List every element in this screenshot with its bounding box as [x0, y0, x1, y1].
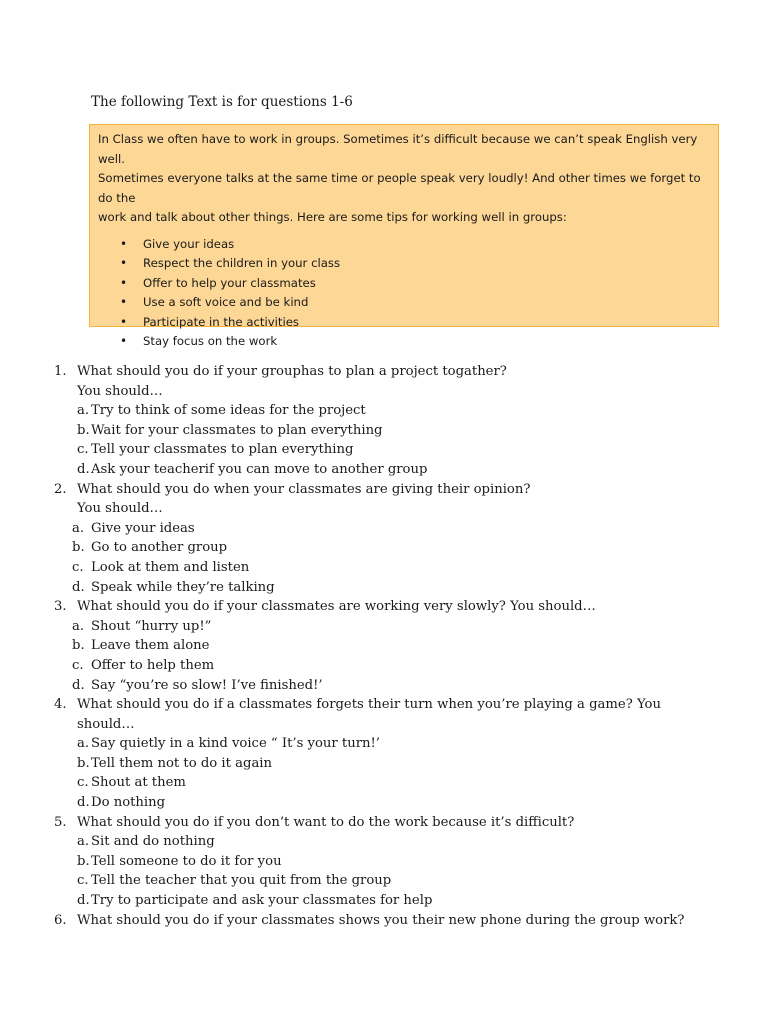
option-letter: d.	[77, 893, 90, 909]
question-6	[0, 911, 768, 931]
question-text	[77, 911, 768, 931]
tip-text: Give your ideas	[143, 236, 235, 251]
answer-option	[0, 734, 768, 754]
question-number: 1.	[54, 364, 67, 379]
question-3	[0, 597, 768, 695]
question-text	[77, 480, 768, 519]
question-line: should…	[77, 716, 135, 732]
answer-option	[0, 558, 768, 578]
question-number: 6.	[54, 912, 67, 928]
tip-item	[98, 332, 710, 352]
answer-option	[0, 578, 768, 598]
answer-option	[0, 793, 768, 813]
question-text	[77, 813, 768, 833]
question-4	[0, 695, 768, 813]
bullet-icon: •	[120, 236, 128, 251]
answer-option	[0, 656, 768, 676]
answer-option	[0, 773, 768, 793]
tip-item	[98, 235, 710, 255]
answer-option	[0, 754, 768, 774]
option-text: Ask your teacherif you can move to another group	[91, 461, 428, 477]
option-text: Tell someone to do it for you	[91, 853, 282, 869]
question-5	[0, 813, 768, 911]
answer-option	[0, 538, 768, 558]
option-letter: b.	[77, 755, 90, 771]
tip-text: Stay focus on the work	[143, 334, 278, 348]
tip-item	[98, 274, 710, 294]
bullet-icon: •	[120, 295, 128, 309]
bullet-icon: •	[120, 334, 128, 348]
reading-text-box	[89, 124, 719, 348]
option-text: Leave them alone	[91, 638, 210, 654]
option-letter: a.	[77, 834, 90, 850]
tip-item	[98, 293, 710, 313]
answer-option	[0, 460, 768, 480]
option-letter: b.	[72, 540, 85, 556]
tips-list	[98, 235, 710, 352]
reading-paragraph	[98, 130, 710, 228]
option-letter: b.	[77, 422, 90, 438]
question-list	[0, 362, 768, 930]
option-text: Do nothing	[91, 795, 166, 811]
option-letter: c.	[77, 775, 89, 791]
option-text: Tell them not to do it again	[91, 755, 273, 771]
option-letter: d.	[77, 461, 90, 477]
option-letter: c.	[72, 657, 84, 673]
question-line: What should you do if a classmates forgets their turn when you’re playing a game? You	[77, 697, 661, 713]
option-letter: a.	[72, 520, 85, 536]
option-text: Say “you’re so slow! I’ve finished!’	[91, 677, 323, 693]
option-text: Sit and do nothing	[91, 834, 215, 850]
answer-option	[0, 636, 768, 656]
intro-heading: The following Text is for questions 1-6	[91, 94, 353, 110]
question-number: 5.	[54, 814, 67, 830]
tip-text: Use a soft voice and be kind	[143, 295, 309, 309]
question-text	[77, 597, 768, 617]
option-letter: c.	[77, 873, 89, 889]
question-number: 3.	[54, 599, 67, 615]
option-text: Go to another group	[91, 540, 228, 556]
answer-option	[0, 891, 768, 911]
option-letter: a.	[77, 736, 90, 752]
question-line: What should you do if your grouphas to plan a project togather?	[77, 364, 507, 379]
option-text: Wait for your classmates to plan everything	[91, 422, 383, 438]
question-2	[0, 480, 768, 598]
tip-text: Participate in the activities	[143, 314, 300, 329]
tip-text: Respect the children in your class	[143, 256, 341, 270]
option-text: Say quietly in a kind voice “ It’s your turn!’	[91, 736, 380, 752]
option-text: Offer to help them	[91, 657, 215, 673]
question-line: You should…	[77, 501, 163, 517]
option-text: Give your ideas	[91, 520, 195, 536]
answer-option	[0, 852, 768, 872]
option-text: Look at them and listen	[91, 559, 250, 575]
answer-option	[0, 832, 768, 852]
paragraph-line: In Class we often have to work in groups. Sometimes it’s difficult because we can’t speak English very well.	[98, 132, 698, 166]
question-text	[77, 362, 768, 401]
tip-text: Offer to help your classmates	[143, 275, 316, 290]
paragraph-line: work and talk about other things. Here are some tips for working well in groups:	[98, 210, 567, 224]
question-line: You should…	[77, 383, 163, 399]
option-text: Shout “hurry up!”	[91, 618, 212, 634]
tip-item	[98, 313, 710, 333]
option-letter: c.	[77, 442, 89, 458]
option-text: Try to think of some ideas for the project	[91, 403, 366, 419]
question-line: What should you do if your classmates shows you their new phone during the group work?	[77, 912, 685, 928]
answer-option	[0, 519, 768, 539]
question-line: What should you do if you don’t want to do the work because it’s difficult?	[77, 814, 575, 830]
option-letter: d.	[72, 677, 85, 693]
option-text: Try to participate and ask your classmates for help	[91, 893, 433, 909]
answer-option	[0, 421, 768, 441]
question-number: 4.	[54, 697, 67, 713]
answer-option	[0, 617, 768, 637]
option-text: Speak while they’re talking	[91, 579, 275, 595]
question-line: What should you do if your classmates are working very slowly? You should…	[77, 599, 596, 615]
paragraph-line: Sometimes everyone talks at the same time or people speak very loudly! And other times we forget to do the	[98, 171, 701, 205]
answer-option	[0, 676, 768, 696]
question-number: 2.	[54, 481, 67, 497]
option-text: Shout at them	[91, 775, 186, 791]
answer-option	[0, 440, 768, 460]
option-letter: a.	[77, 403, 90, 419]
option-text: Tell the teacher that you quit from the group	[91, 873, 392, 889]
answer-option	[0, 401, 768, 421]
question-text	[77, 695, 768, 734]
question-1	[0, 362, 768, 480]
answer-option	[0, 871, 768, 891]
bullet-icon: •	[120, 314, 128, 329]
option-text: Tell your classmates to plan everything	[91, 442, 354, 458]
bullet-icon: •	[120, 275, 128, 290]
option-letter: b.	[72, 638, 85, 654]
option-letter: d.	[72, 579, 85, 595]
option-letter: c.	[72, 559, 84, 575]
option-letter: a.	[72, 618, 85, 634]
question-line: What should you do when your classmates are giving their opinion?	[77, 481, 531, 497]
bullet-icon: •	[120, 256, 128, 270]
option-letter: d.	[77, 795, 90, 811]
option-letter: b.	[77, 853, 90, 869]
tip-item	[98, 254, 710, 274]
